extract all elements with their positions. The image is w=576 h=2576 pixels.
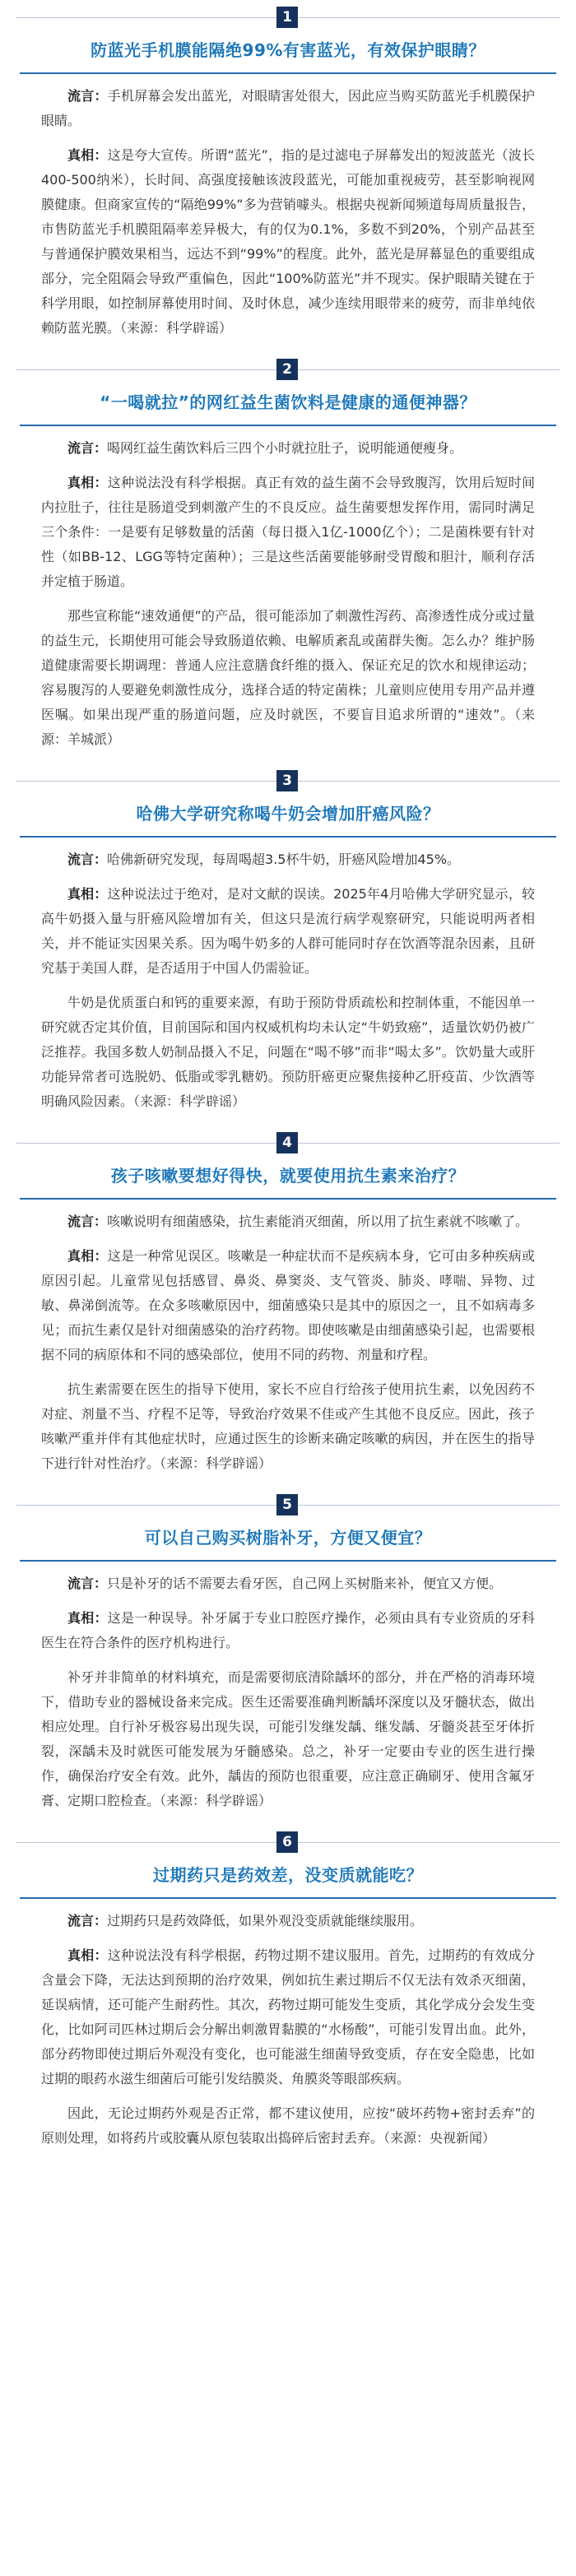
truth-text: 这是夸大宣传。所谓“蓝光”，指的是过滤电子屏幕发出的短波蓝光（波长400-500纳米），长时间、高强度接触该波段蓝光，可能加重视疲劳，甚至影响视网膜健康。但商家宣传的“隔绝99%”多为营销噱头。根据央视新闻频道每周质量报告，市售防蓝光手机膜阻隔率差异极大，有的仅为0.1%，多数不到20%，个别产品甚至与普通保护膜效果相当，远达不到“99%”的程度。此外，蓝光是屏幕显色的重要组成部分，完全阻隔会导致严重偏色，因此“100%防蓝光”并不现实。保护眼睛关键在于科学用眼，如控制屏幕使用时间、及时休息，减少连续用眼带来的疲劳，而非单纯依赖防蓝光膜。（来源：科学辟谣） <box>41 147 535 336</box>
myth-title: 哈佛大学研究称喝牛奶会增加肝癌风险？ <box>136 804 440 824</box>
section-divider <box>0 7 576 26</box>
truth-paragraph <box>41 1244 535 1367</box>
section-number-badge: 2 <box>276 359 298 380</box>
truth-text: 这是一种常见误区。咳嗽是一种症状而不是疾病本身，它可由多种疾病或原因引起。儿童常见包括感冒、鼻炎、鼻窦炎、支气管炎、肺炎、哮喘、异物、过敏、鼻涕倒流等。在众多咳嗽原因中，细菌感染只是其中的原因之一，且不如病毒多见；而抗生素仅是针对细菌感染的治疗药物。即使咳嗽是由细菌感染引起，也需要根据不同的病原体和不同的感染部位，使用不同的药物、剂量和疗程。 <box>41 1248 535 1362</box>
rumor-label: 流言： <box>67 852 108 867</box>
rumor-paragraph <box>41 436 535 461</box>
section-divider <box>0 1494 576 1514</box>
rumor-label: 流言： <box>67 1214 108 1229</box>
section-number-badge: 4 <box>276 1132 298 1153</box>
truth-label: 真相： <box>67 886 108 902</box>
truth-text: 这种说法过于绝对，是对文献的误读。2025年4月哈佛大学研究显示，较高牛奶摄入量与肝癌风险增加有关，但这只是流行病学观察研究，只能说明两者相关，并不能证实因果关系。因为喝牛奶多的人群可能同时存在饮酒等混杂因素，且研究基于美国人群，是否适用于中国人仍需验证。 <box>41 886 535 976</box>
truth-paragraph-continued: 牛奶是优质蛋白和钙的重要来源，有助于预防骨质疏松和控制体重，不能因单一研究就否定其价值，目前国际和国内权威机构均未认定“牛奶致癌”，适量饮奶仍被广泛推荐。我国多数人奶制品摄入不足，问题在“喝不够”而非“喝太多”。饮奶量大或肝功能异常者可选脱奶、低脂或零乳糖奶。预防肝癌更应聚焦接种乙肝疫苗、少饮酒等明确风险因素。（来源：科学辟谣） <box>41 995 535 1109</box>
title-rule <box>20 836 556 838</box>
truth-paragraph <box>41 143 535 341</box>
myth-section-6 <box>0 1831 576 2151</box>
section-divider <box>0 1831 576 1851</box>
section-divider <box>0 770 576 790</box>
myth-title: 防蓝光手机膜能隔绝99%有害蓝光，有效保护眼睛？ <box>91 40 485 60</box>
rumor-text: 喝网红益生菌饮料后三四个小时就拉肚子，说明能通便瘦身。 <box>107 440 463 456</box>
rumor-label: 流言： <box>67 1913 108 1929</box>
title-rule <box>20 1560 556 1562</box>
section-number-badge: 1 <box>276 7 298 28</box>
rumor-text: 只是补牙的话不需要去看牙医，自己网上买树脂来补，便宜又方便。 <box>107 1576 503 1591</box>
myth-title: 过期药只是药效差，没变质就能吃？ <box>153 1865 423 1885</box>
truth-paragraph <box>41 1606 535 1655</box>
truth-label: 真相： <box>67 1610 108 1626</box>
title-rule <box>20 1198 556 1200</box>
title-rule <box>20 72 556 74</box>
myth-title: “一喝就拉”的网红益生菌饮料是健康的通便神器？ <box>100 392 476 412</box>
truth-paragraph <box>41 882 535 981</box>
rumor-paragraph <box>41 1909 535 1933</box>
truth-label: 真相： <box>67 1947 108 1963</box>
rumor-text: 哈佛新研究发现，每周喝超3.5杯牛奶，肝癌风险增加45%。 <box>107 852 461 867</box>
rumor-paragraph <box>41 847 535 872</box>
rumor-label: 流言： <box>67 88 108 104</box>
section-divider <box>0 1132 576 1152</box>
title-rule <box>20 1897 556 1899</box>
rumor-text: 过期药只是药效降低，如果外观没变质就能继续服用。 <box>107 1913 424 1929</box>
section-divider <box>0 359 576 378</box>
rumor-paragraph <box>41 84 535 133</box>
rumor-text: 咳嗽说明有细菌感染，抗生素能消灭细菌，所以用了抗生素就不咳嗽了。 <box>107 1214 529 1229</box>
truth-text: 这种说法没有科学根据，药物过期不建议服用。首先，过期药的有效成分含量会下降，无法达到预期的治疗效果，例如抗生素过期后不仅无法有效杀灭细菌，延误病情，还可能产生耐药性。其次，药物过期可能发生变质，其化学成分会发生变化，比如阿司匹林过期后会分解出刺激胃黏膜的“水杨酸”，可能引发胃出血。此外，部分药物即使过期后外观没有变化，也可能滋生细菌导致变质，存在安全隐患，比如过期的眼药水滋生细菌后可能引发结膜炎、角膜炎等眼部疾病。 <box>41 1947 535 2086</box>
truth-text: 这是一种误导。补牙属于专业口腔医疗操作，必须由具有专业资质的牙科医生在符合条件的医疗机构进行。 <box>41 1610 535 1650</box>
truth-paragraph <box>41 1943 535 2091</box>
truth-label: 真相： <box>67 475 108 490</box>
myth-section-3 <box>0 770 576 1114</box>
rumor-text: 手机屏幕会发出蓝光，对眼睛害处很大，因此应当购买防蓝光手机膜保护眼睛。 <box>41 88 535 128</box>
myth-section-5 <box>0 1494 576 1813</box>
section-number-badge: 3 <box>276 770 298 791</box>
myth-title: 可以自己购买树脂补牙，方便又便宜？ <box>144 1528 432 1548</box>
myth-section-4 <box>0 1132 576 1476</box>
section-number-badge: 6 <box>276 1831 298 1853</box>
rumor-paragraph <box>41 1209 535 1234</box>
rumor-paragraph <box>41 1571 535 1596</box>
myth-section-2 <box>0 359 576 752</box>
truth-paragraph-continued: 因此，无论过期药外观是否正常，都不建议使用，应按“破坏药物+密封丢弃”的原则处理，如将药片或胶囊从原包装取出捣碎后密封丢弃。（来源：央视新闻） <box>41 2105 535 2146</box>
myth-section-1 <box>0 0 576 341</box>
truth-label: 真相： <box>67 1248 108 1264</box>
truth-label: 真相： <box>67 147 108 163</box>
truth-paragraph <box>41 471 535 594</box>
truth-paragraph-continued: 补牙并非简单的材料填充，而是需要彻底清除龋坏的部分，并在严格的消毒环境下，借助专业的器械设备来完成。医生还需要准确判断龋坏深度以及牙髓状态，做出相应处理。自行补牙极容易出现失误，可能引发继发龋、继发龋、牙髓炎甚至牙体折裂，深龋未及时就医可能发展为牙髓感染。总之，补牙一定要由专业的医生进行操作，确保治疗安全有效。此外，龋齿的预防也很重要，应注意正确刷牙、使用含氟牙膏、定期口腔检查。（来源：科学辟谣） <box>41 1669 535 1808</box>
truth-paragraph-continued: 那些宣称能“速效通便”的产品，很可能添加了刺激性泻药、高渗透性成分或过量的益生元，长期使用可能会导致肠道依赖、电解质紊乱或菌群失衡。怎么办？维护肠道健康需要长期调理：普通人应注意膳食纤维的摄入、保证充足的饮水和规律运动；容易腹泻的人要避免刺激性成分，选择合适的特定菌株；儿童则应使用专用产品并遵医嘱。如果出现严重的肠道问题，应及时就医，不要盲目追求所谓的“速效”。（来源：羊城派） <box>41 608 535 747</box>
section-number-badge: 5 <box>276 1494 298 1515</box>
myth-title: 孩子咳嗽要想好得快，就要使用抗生素来治疗？ <box>110 1166 466 1186</box>
title-rule <box>20 425 556 426</box>
rumor-label: 流言： <box>67 440 108 456</box>
truth-paragraph-continued: 抗生素需要在医生的指导下使用，家长不应自行给孩子使用抗生素，以免因药不对症、剂量不当、疗程不足等，导致治疗效果不佳或产生其他不良反应。因此，孩子咳嗽严重并伴有其他症状时，应通过医生的诊断来确定咳嗽的病因，并在医生的指导下进行针对性治疗。（来源：科学辟谣） <box>41 1381 535 1471</box>
truth-text: 这种说法没有科学根据。真正有效的益生菌不会导致腹泻，饮用后短时间内拉肚子，往往是肠道受到刺激产生的不良反应。益生菌要想发挥作用，需同时满足三个条件：一是要有足够数量的活菌（每日摄入1亿-1000亿个）；二是菌株要有针对性（如BB-12、LGG等特定菌种）；三是这些活菌要能够耐受胃酸和胆汁，顺利存活并定植于肠道。 <box>41 475 535 589</box>
rumor-label: 流言： <box>67 1576 108 1591</box>
